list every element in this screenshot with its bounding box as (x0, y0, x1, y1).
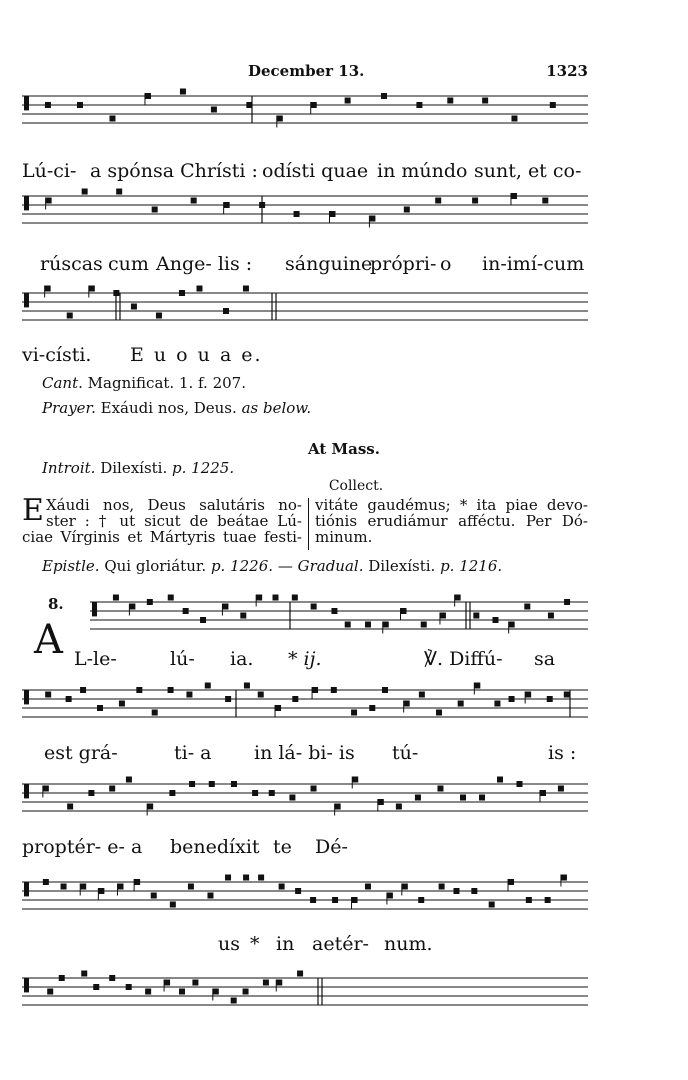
neume (151, 893, 157, 899)
staff-1 (22, 90, 588, 130)
mass-heading: At Mass. (308, 440, 380, 458)
neume (213, 989, 219, 995)
syllable: Dé- (315, 836, 348, 858)
neume (335, 804, 341, 810)
neume (113, 290, 119, 296)
neume (351, 710, 357, 716)
epistle-line (42, 557, 502, 575)
neume (545, 897, 551, 903)
neume (252, 790, 258, 796)
neume (243, 286, 249, 292)
syllable: a spónsa Chrísti : (90, 160, 258, 182)
neume (548, 613, 554, 619)
staff-3 (22, 287, 588, 327)
neume (131, 304, 137, 310)
neume (152, 710, 158, 716)
staff-4 (90, 596, 588, 636)
neume (421, 622, 427, 628)
neume (43, 786, 49, 792)
neume (482, 98, 488, 104)
neume (191, 198, 197, 204)
neume (547, 696, 553, 702)
neume (292, 696, 298, 702)
neume (225, 696, 231, 702)
neume (369, 216, 375, 222)
page-number: 1323 (546, 62, 588, 80)
syllable: própri- (370, 253, 437, 275)
neume (383, 622, 389, 628)
neume (179, 989, 185, 995)
neume (126, 984, 132, 990)
syllable: in lá- bi- is (254, 742, 355, 764)
neume (88, 790, 94, 796)
neume (511, 116, 517, 122)
neume (46, 198, 52, 204)
neume (453, 888, 459, 894)
prayer-ref: as below. (241, 399, 312, 417)
syllable: te (273, 836, 292, 858)
neume (277, 116, 283, 122)
syllable: sánguine (285, 253, 373, 275)
neume (479, 795, 485, 801)
staff-svg (22, 876, 588, 916)
neume (145, 93, 151, 99)
neume (207, 893, 213, 899)
neume (435, 198, 441, 204)
neume (471, 888, 477, 894)
introit-label: Introit. (42, 459, 96, 477)
neume (66, 696, 72, 702)
neume (508, 879, 514, 885)
neume (297, 971, 303, 977)
staff-svg (22, 972, 588, 1012)
neume (147, 804, 153, 810)
cant-line (42, 374, 246, 392)
clef-mark (24, 784, 29, 798)
neume (82, 189, 88, 195)
neume (45, 286, 51, 292)
neume (418, 897, 424, 903)
neume (294, 211, 300, 217)
gradual-label: Gradual. (297, 557, 364, 575)
neume (540, 790, 546, 796)
neume (170, 902, 176, 908)
neume (516, 781, 522, 787)
syllable: lú- (170, 648, 195, 670)
collect-line: minum. (315, 528, 373, 546)
syllable: o (440, 253, 452, 275)
neume (345, 622, 351, 628)
cant-text: Magnificat. 1. f. 207. (87, 374, 246, 392)
staff-svg (22, 287, 588, 327)
neume (97, 705, 103, 711)
staff-svg (90, 596, 588, 636)
syllable: tú- (392, 742, 419, 764)
syllable: num. (384, 933, 433, 955)
syllable: aetér- (312, 933, 369, 955)
neume (168, 595, 174, 601)
neume (45, 692, 51, 698)
prayer-line (42, 399, 311, 417)
neume (188, 884, 194, 890)
neume (404, 207, 410, 213)
epistle-ref: p. 1226. (210, 557, 274, 575)
neume (269, 790, 275, 796)
neume (258, 692, 264, 698)
neume (369, 705, 375, 711)
neume (119, 701, 125, 707)
neume (497, 777, 503, 783)
staff-7 (22, 876, 588, 916)
syllable: est grá- (44, 742, 118, 764)
neume (258, 875, 264, 881)
neume (345, 98, 351, 104)
neume (109, 116, 115, 122)
neume (231, 998, 237, 1004)
neume (45, 102, 51, 108)
neume (89, 286, 95, 292)
epistle-label: Epistle. (42, 557, 100, 575)
syllable: in-imí-cum (482, 253, 585, 275)
neume (93, 984, 99, 990)
introit-ref: p. 1225. (172, 459, 235, 477)
collect-left-column (22, 493, 302, 546)
neume (126, 777, 132, 783)
syllable: vi-císti. (22, 344, 92, 366)
neume (192, 980, 198, 986)
neume (311, 604, 317, 610)
neume (225, 875, 231, 881)
neume (77, 102, 83, 108)
epistle-dash: — (277, 557, 293, 575)
epistle-text: Qui gloriátur. (104, 557, 207, 575)
neume (404, 701, 410, 707)
neume (43, 879, 49, 885)
chant-initial: A (34, 617, 63, 663)
staff-2 (22, 190, 588, 230)
neume (396, 804, 402, 810)
collect-line: Xáudi nos, Deus salutáris no- (46, 496, 302, 514)
neume (152, 207, 158, 213)
syllable: odísti quae (262, 160, 369, 182)
neume (447, 98, 453, 104)
neume (279, 884, 285, 890)
syllable: * (250, 933, 260, 955)
neume (147, 599, 153, 605)
neume (246, 102, 252, 108)
clef-mark (24, 96, 29, 110)
neume (243, 989, 249, 995)
neume (186, 692, 192, 698)
running-title: December 13. (248, 62, 365, 80)
staff-svg (22, 190, 588, 230)
syllable: proptér- e- a (22, 836, 143, 858)
neume (381, 93, 387, 99)
neume (415, 795, 421, 801)
neume (402, 884, 408, 890)
neume (292, 595, 298, 601)
neume (200, 617, 206, 623)
neume (400, 608, 406, 614)
neume (561, 875, 567, 881)
collect-line: ciae Vírginis et Mártyris tuae festi- (22, 528, 302, 546)
neume (156, 313, 162, 319)
syllable: ℣. Diffú- (424, 648, 503, 670)
collect-line: ster : † ut sicut de beátae Lú- (46, 512, 302, 530)
neume (259, 202, 265, 208)
prayer-label: Prayer. (42, 399, 96, 417)
syllable: cum (108, 253, 149, 275)
staff-svg (22, 90, 588, 130)
neume (224, 202, 230, 208)
syllable: in múndo (377, 160, 468, 182)
neume (67, 804, 73, 810)
neume (526, 897, 532, 903)
neume (524, 604, 530, 610)
neume (240, 613, 246, 619)
syllable: E u o u a e. (130, 344, 263, 366)
collect-right-column (315, 497, 588, 545)
neume (275, 705, 281, 711)
syllable: in (276, 933, 295, 955)
staff-svg (22, 778, 588, 818)
neume (387, 893, 393, 899)
neume (493, 617, 499, 623)
neume (205, 683, 211, 689)
neume (168, 687, 174, 693)
neume (129, 604, 135, 610)
neume (223, 308, 229, 314)
neume (311, 786, 317, 792)
neume (542, 198, 548, 204)
syllable: us (218, 933, 240, 955)
neume (331, 608, 337, 614)
neume (295, 888, 301, 894)
clef-mark (24, 196, 29, 210)
syllable: benedíxit (170, 836, 260, 858)
introit-text: Dilexísti. (100, 459, 168, 477)
neume (550, 102, 556, 108)
neume (109, 786, 115, 792)
neume (67, 313, 73, 319)
neume (473, 613, 479, 619)
syllable: Ange- lis : (156, 253, 253, 275)
chant-number: 8. (48, 595, 64, 613)
clef-mark (24, 293, 29, 307)
clef-mark (24, 690, 29, 704)
neume (47, 989, 53, 995)
neume (243, 875, 249, 881)
syllable: ia. (230, 648, 254, 670)
neume (189, 781, 195, 787)
syllable: * ij. (288, 648, 322, 670)
neume (460, 795, 466, 801)
neume (352, 777, 358, 783)
neume (209, 781, 215, 787)
neume (61, 884, 67, 890)
neume (436, 710, 442, 716)
neume (416, 102, 422, 108)
neume (472, 198, 478, 204)
neume (332, 897, 338, 903)
neume (180, 89, 186, 95)
neume (329, 211, 335, 217)
neume (169, 790, 175, 796)
neume (312, 687, 318, 693)
neume (272, 595, 278, 601)
collect-initial: E (22, 493, 44, 528)
neume (474, 683, 480, 689)
syllable: Lú-ci- (22, 160, 77, 182)
neume (365, 884, 371, 890)
neume (117, 884, 123, 890)
syllable: is : (548, 742, 577, 764)
syllable: L-le- (74, 648, 117, 670)
column-divider (308, 498, 309, 550)
neume (179, 290, 185, 296)
neume (489, 902, 495, 908)
staff-5 (22, 684, 588, 724)
neume (458, 701, 464, 707)
collect-heading: Collect. (328, 478, 384, 494)
neume (244, 683, 250, 689)
neume (59, 975, 65, 981)
neume (525, 692, 531, 698)
staff-svg (22, 684, 588, 724)
neume (382, 687, 388, 693)
neume (113, 595, 119, 601)
clef-mark (24, 978, 29, 992)
staff-6 (22, 778, 588, 818)
collect-line: vitáte gaudémus; * ita piae devo- (315, 496, 588, 514)
neume (211, 107, 217, 113)
gradual-text: Dilexísti. (368, 557, 436, 575)
neume (558, 786, 564, 792)
neume (80, 884, 86, 890)
neume (511, 193, 517, 199)
neume (352, 897, 358, 903)
neume (196, 286, 202, 292)
neume (365, 622, 371, 628)
neume (145, 989, 151, 995)
neume (81, 971, 87, 977)
neume (311, 102, 317, 108)
neume (437, 786, 443, 792)
syllable: ti- a (174, 742, 212, 764)
neume (136, 687, 142, 693)
neume (440, 613, 446, 619)
syllable: rúscas (40, 253, 103, 275)
neume (98, 888, 104, 894)
neume (164, 980, 170, 986)
syllable: sunt, et co- (474, 160, 582, 182)
syllable: sa (534, 648, 556, 670)
clef-mark (92, 602, 97, 616)
neume (276, 980, 282, 986)
neume (256, 595, 262, 601)
clef-mark (24, 882, 29, 896)
prayer-text: Exáudi nos, Deus. (100, 399, 237, 417)
neume (183, 608, 189, 614)
neume (116, 189, 122, 195)
neume (509, 696, 515, 702)
neume (455, 595, 461, 601)
neume (378, 799, 384, 805)
neume (509, 622, 515, 628)
neume (564, 599, 570, 605)
staff-8 (22, 972, 588, 1012)
introit-line (42, 459, 234, 477)
neume (439, 884, 445, 890)
neume (494, 701, 500, 707)
neume (80, 687, 86, 693)
neume (419, 692, 425, 698)
neume (310, 897, 316, 903)
neume (231, 781, 237, 787)
collect-line: tiónis erudiámur afféctu. Per Dó- (315, 512, 588, 530)
neume (564, 692, 570, 698)
neume (109, 975, 115, 981)
neume (289, 795, 295, 801)
cant-label: Cant. (42, 374, 83, 392)
neume (134, 879, 140, 885)
gradual-ref: p. 1216. (440, 557, 503, 575)
neume (263, 980, 269, 986)
neume (222, 604, 228, 610)
neume (331, 687, 337, 693)
